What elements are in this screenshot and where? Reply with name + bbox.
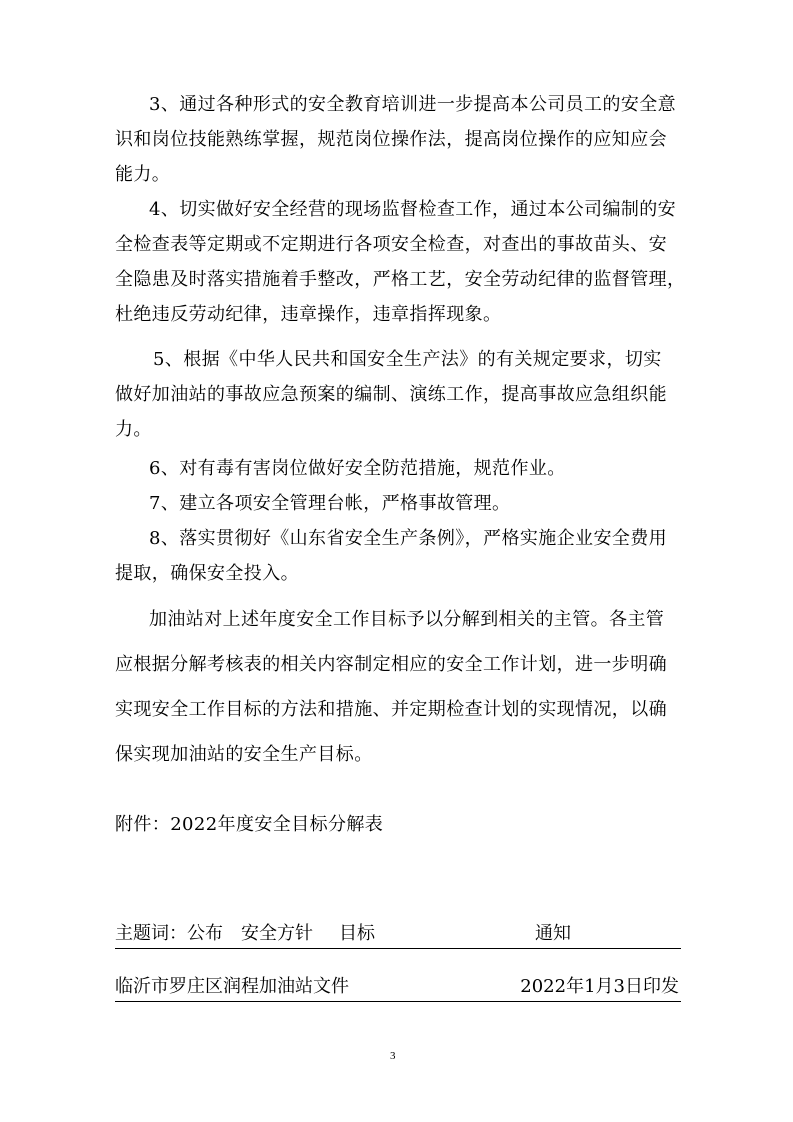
summary-line-2: 应根据分解考核表的相关内容制定相应的安全工作计划，进一步明确 [115, 654, 667, 675]
item-8-line-1: 8、落实贯彻好《山东省安全生产条例》，严格实施企业安全费用 [149, 528, 668, 549]
summary-line-3: 实现安全工作目标的方法和措施、并定期检查计划的实现情况，以确 [115, 699, 667, 720]
keywords-line [115, 922, 681, 949]
summary-line-4: 保实现加油站的安全生产目标。 [115, 744, 373, 765]
keyword-3: 目标 [339, 923, 375, 944]
issuer-line [115, 975, 681, 1002]
item-4-line-4: 杜绝违反劳动纪律，违章操作，违章指挥现象。 [115, 304, 502, 325]
item-8-line-2: 提取，确保安全投入。 [115, 563, 299, 584]
item-4-line-2: 全检查表等定期或不定期进行各项安全检查，对查出的事故苗头、安 [115, 234, 667, 255]
attachment-note: 附件：2022年度安全目标分解表 [115, 814, 384, 835]
page-number: 3 [390, 1050, 396, 1062]
item-5-line-3: 力。 [115, 419, 152, 440]
item-7-line-1: 7、建立各项安全管理台帐，严格事故管理。 [149, 493, 511, 514]
item-3-line-2: 识和岗位技能熟练掌握，规范岗位操作法，提高岗位操作的应知应会 [115, 129, 667, 150]
issuer-name: 临沂市罗庄区润程加油站文件 [115, 976, 349, 997]
item-5-line-2: 做好加油站的事故应急预案的编制、演练工作，提高事故应急组织能 [115, 384, 667, 405]
issue-date: 2022年1月3日印发 [520, 976, 679, 997]
summary-line-1: 加油站对上述年度安全工作目标予以分解到相关的主管。各主管 [149, 609, 665, 630]
keyword-2: 安全方针 [241, 923, 313, 944]
item-3-line-3: 能力。 [115, 164, 171, 185]
keywords-label: 主题词： [115, 923, 187, 944]
item-4-line-3: 全隐患及时落实措施着手整改，严格工艺，安全劳动纪律的监督管理， [115, 269, 686, 290]
item-4-line-1: 4、切实做好安全经营的现场监督检查工作，通过本公司编制的安 [149, 199, 677, 220]
keyword-1: 公布 [187, 923, 223, 944]
item-3-line-1: 3、通过各种形式的安全教育培训进一步提高本公司员工的安全意 [149, 94, 677, 115]
item-5-line-1: 5、根据《中华人民共和国安全生产法》的有关规定要求，切实 [153, 349, 662, 370]
keyword-4: 通知 [535, 923, 571, 944]
item-6-line-1: 6、对有毒有害岗位做好安全防范措施，规范作业。 [149, 458, 566, 479]
